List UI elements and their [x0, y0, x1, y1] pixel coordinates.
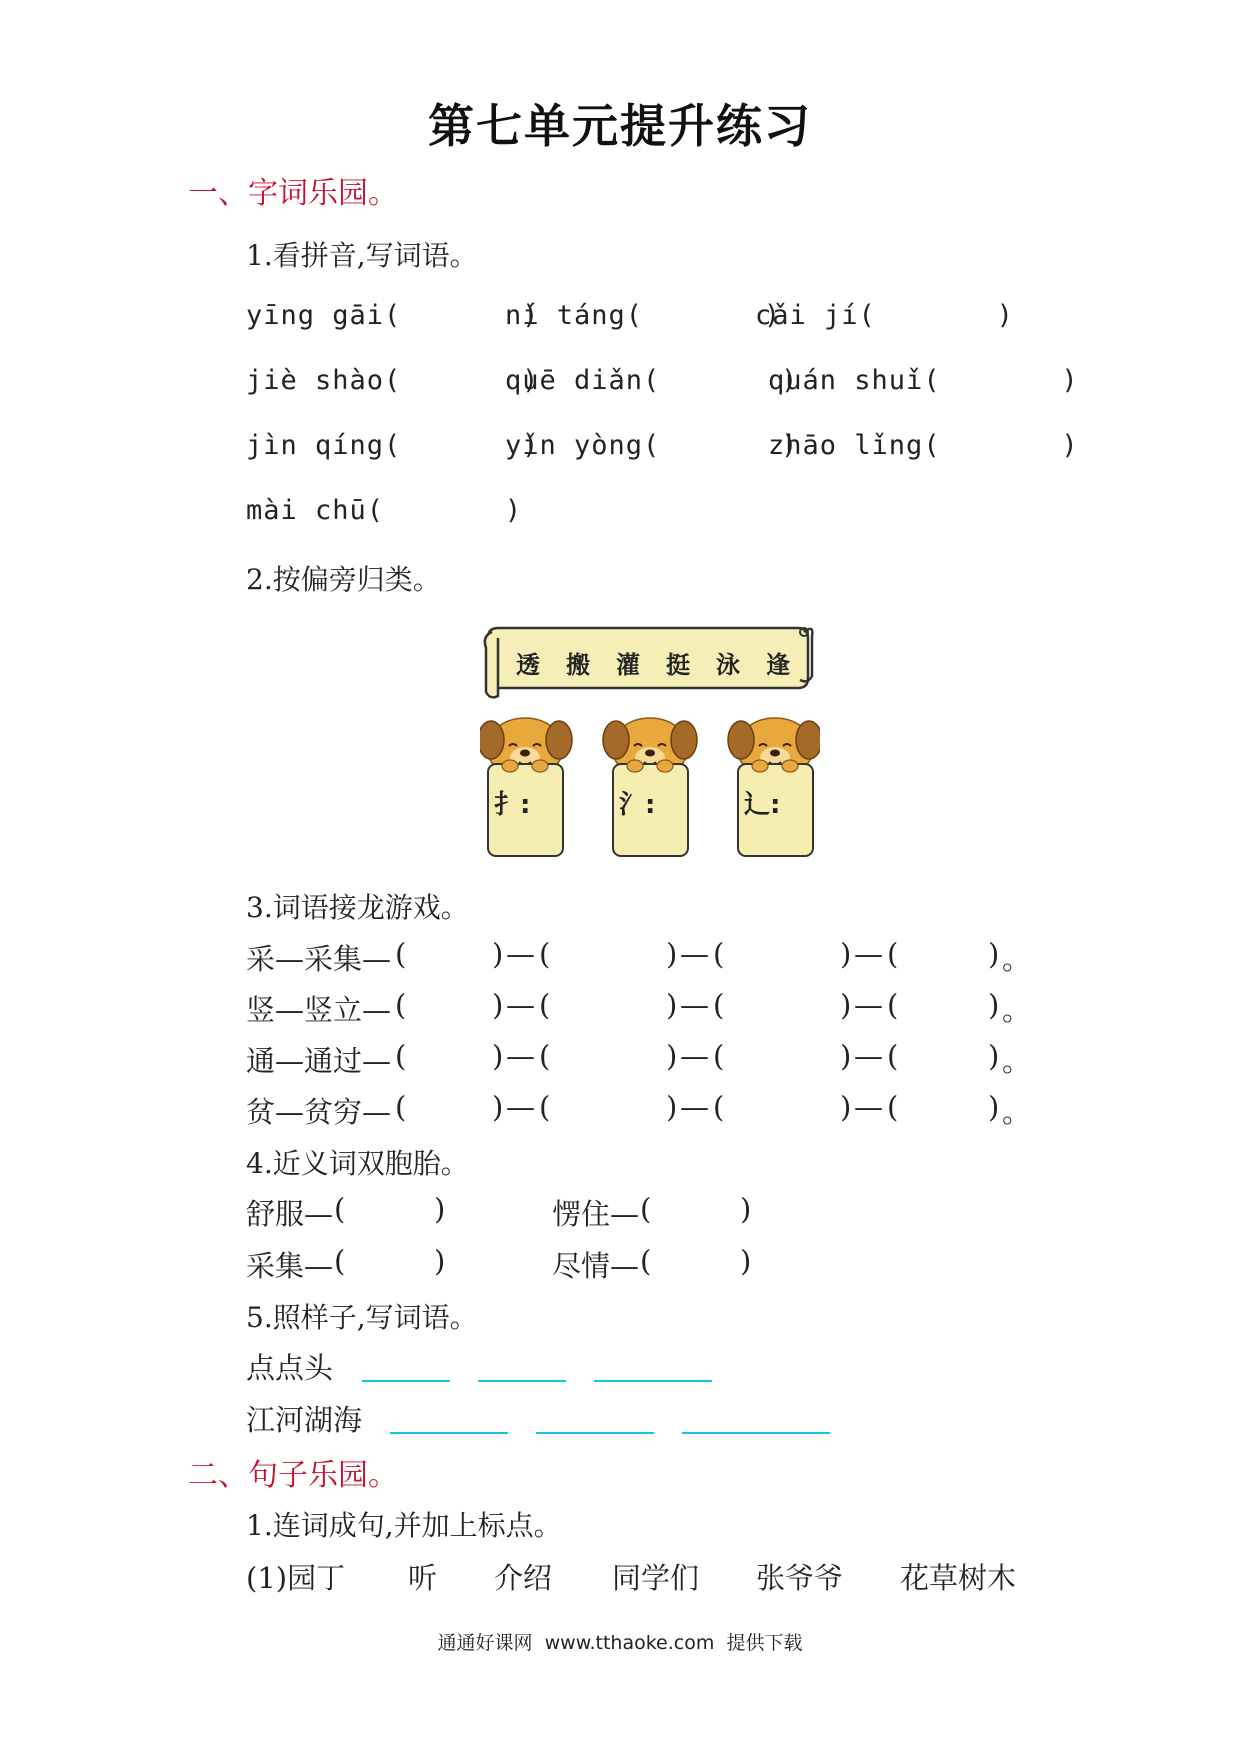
- word-item: 听: [408, 1561, 438, 1595]
- card-label-hand-radical: 扌:: [494, 790, 531, 820]
- scroll-char: 灌: [616, 651, 640, 679]
- answer-blank[interactable]: [478, 1380, 566, 1382]
- pinyin-item: cǎi jí( ): [755, 300, 1014, 331]
- chain-row: 竖—竖立— ( ) — ( ) — ( ) — ( ) 。: [246, 988, 1032, 1027]
- pinyin-item: jìn qíng( ): [246, 430, 540, 461]
- word-item: 花草树木: [900, 1561, 1017, 1595]
- answer-blank[interactable]: [682, 1432, 830, 1434]
- scroll-char: 逢: [766, 651, 790, 679]
- pinyin-item: ní táng( ): [505, 300, 782, 331]
- pinyin-item: jiè shào( ): [246, 365, 540, 396]
- q2-label: 2.按偏旁归类。: [246, 563, 441, 596]
- pinyin-item: yīng gāi( ): [246, 300, 540, 331]
- card-label-walk-radical: 辶:: [744, 790, 781, 820]
- scroll-char: 搬: [566, 651, 590, 679]
- section-heading-1: 一、字词乐园。: [188, 176, 398, 211]
- page-title: 第七单元提升练习: [428, 99, 812, 153]
- word-item: 同学们: [612, 1561, 700, 1595]
- q4-label: 4.近义词双胞胎。: [246, 1147, 469, 1180]
- synonym-row: 采集— ( ) 尽情— ( ): [246, 1244, 752, 1283]
- chain-row: 通—通过— ( ) — ( ) — ( ) — ( ) 。: [246, 1039, 1032, 1078]
- pinyin-item: yǐn yòng( ): [505, 430, 799, 461]
- answer-blank[interactable]: [536, 1432, 654, 1434]
- card-label-water-radical: 氵:: [619, 790, 656, 820]
- answer-blank[interactable]: [594, 1380, 712, 1382]
- word-item: 介绍: [494, 1561, 553, 1595]
- chain-row: 采—采集— ( ) — ( ) — ( ) — ( ) 。: [246, 937, 1032, 976]
- answer-blank[interactable]: [362, 1380, 450, 1382]
- scroll-char: 泳: [716, 651, 740, 679]
- section-heading-2: 二、句子乐园。: [188, 1458, 398, 1493]
- example-word: 江河湖海: [246, 1403, 363, 1437]
- pinyin-item: mài chū( ): [246, 495, 523, 526]
- word-item: 张爷爷: [756, 1561, 844, 1595]
- footer-source: 通通好课网 www.tthaoke.com 提供下载: [437, 1632, 803, 1654]
- q3-label: 3.词语接龙游戏。: [246, 891, 469, 924]
- pinyin-item: zhāo lǐng( ): [768, 430, 1079, 461]
- synonym-row: 舒服— ( ) 愣住— ( ): [246, 1192, 752, 1231]
- answer-blank[interactable]: [390, 1432, 508, 1434]
- pinyin-item: quē diǎn( ): [505, 365, 799, 396]
- word-item: (1)园丁: [246, 1561, 346, 1595]
- scroll-char: 透: [516, 651, 540, 679]
- s2-q1-label: 1.连词成句,并加上标点。: [246, 1509, 562, 1542]
- chain-row: 贫—贫穷— ( ) — ( ) — ( ) — ( ) 。: [246, 1090, 1032, 1129]
- scroll-char: 挺: [666, 651, 690, 679]
- q5-label: 5.照样子,写词语。: [246, 1301, 478, 1334]
- q1-label: 1.看拼音,写词语。: [246, 239, 478, 272]
- example-word: 点点头: [246, 1351, 334, 1385]
- pinyin-item: quán shuǐ( ): [768, 365, 1079, 396]
